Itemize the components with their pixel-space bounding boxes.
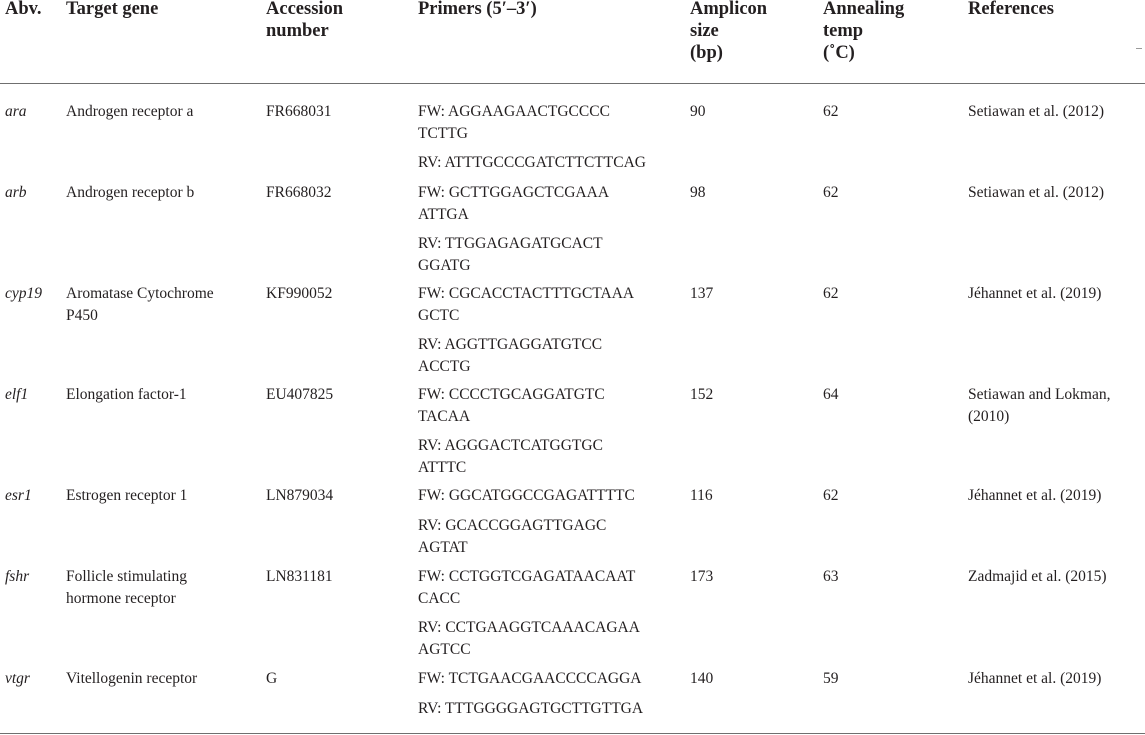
row-target-gene bbox=[66, 283, 214, 327]
row-primer-reverse bbox=[418, 515, 606, 559]
primer-line: AGTCC bbox=[418, 641, 471, 658]
header-accession-line2: number bbox=[266, 21, 329, 41]
primer-line: FW: CCTGGTCGAGATAACAAT bbox=[418, 568, 636, 585]
row-abv: arb bbox=[5, 184, 27, 201]
row-target-gene-line: Elongation factor-1 bbox=[66, 386, 187, 403]
row-annealing-temp: 62 bbox=[823, 103, 839, 120]
row-target-gene-line: Androgen receptor a bbox=[66, 103, 194, 120]
row-reference-line: Jéhannet et al. (2019) bbox=[968, 285, 1102, 302]
row-reference-line: Zadmajid et al. (2015) bbox=[968, 568, 1107, 585]
row-reference-line: (2010) bbox=[968, 408, 1010, 425]
row-reference-line: Jéhannet et al. (2019) bbox=[968, 670, 1102, 687]
row-amplicon-size: 152 bbox=[690, 386, 714, 403]
row-target-gene bbox=[66, 566, 187, 610]
row-primer-reverse bbox=[418, 698, 643, 720]
primer-line: RV: AGGTTGAGGATGTCC bbox=[418, 336, 603, 353]
primer-line: RV: GCACCGGAGTTGAGC bbox=[418, 517, 607, 534]
row-amplicon-size: 137 bbox=[690, 285, 714, 302]
row-reference bbox=[968, 182, 1104, 204]
header-amplicon-line3: (bp) bbox=[690, 43, 723, 63]
row-abv: esr1 bbox=[5, 487, 32, 504]
primer-line: TACAA bbox=[418, 408, 471, 425]
header-accession bbox=[266, 0, 343, 42]
header-accession-line1: Accession bbox=[266, 0, 344, 19]
row-reference-line: Setiawan and Lokman, bbox=[968, 386, 1111, 403]
header-annealing-line3: (˚C) bbox=[823, 43, 855, 63]
header-rule bbox=[0, 83, 1145, 84]
row-primer-reverse bbox=[418, 617, 640, 661]
row-target-gene-line: Androgen receptor b bbox=[66, 184, 195, 201]
header-abv: Abv. bbox=[5, 0, 42, 19]
primer-line: FW: GGCATGGCCGAGATTTTC bbox=[418, 487, 635, 504]
primer-line: RV: AGGGACTCATGGTGC bbox=[418, 437, 603, 454]
row-reference bbox=[968, 384, 1110, 428]
row-abv: fshr bbox=[5, 568, 30, 585]
row-accession: FR668031 bbox=[266, 103, 332, 120]
row-amplicon-size: 90 bbox=[690, 103, 706, 120]
row-annealing-temp: 63 bbox=[823, 568, 839, 585]
row-amplicon-size: 116 bbox=[690, 487, 713, 504]
primer-line: FW: AGGAAGAACTGCCCC bbox=[418, 103, 610, 120]
row-abv: elf1 bbox=[5, 386, 29, 403]
row-primer-reverse bbox=[418, 334, 602, 378]
row-accession: G bbox=[266, 670, 278, 687]
row-target-gene-line: hormone receptor bbox=[66, 590, 176, 607]
row-primer-forward bbox=[418, 668, 641, 690]
row-accession: KF990052 bbox=[266, 285, 333, 302]
primer-line: RV: TTTGGGGAGTGCTTGTTGA bbox=[418, 700, 644, 717]
row-primer-forward bbox=[418, 384, 605, 428]
row-reference-line: Setiawan et al. (2012) bbox=[968, 103, 1105, 120]
row-target-gene-line: Estrogen receptor 1 bbox=[66, 487, 188, 504]
row-annealing-temp: 62 bbox=[823, 487, 839, 504]
header-amplicon bbox=[690, 0, 767, 64]
row-primer-reverse bbox=[418, 435, 603, 479]
row-annealing-temp: 59 bbox=[823, 670, 839, 687]
row-target-gene bbox=[66, 485, 187, 507]
primer-line: TCTTG bbox=[418, 125, 468, 142]
row-reference bbox=[968, 101, 1104, 123]
table-header bbox=[0, 0, 1145, 84]
primer-line: RV: ATTTGCCCGATCTTCTTCAG bbox=[418, 154, 646, 171]
primer-line: ATTGA bbox=[418, 206, 469, 223]
row-accession: LN831181 bbox=[266, 568, 333, 585]
row-reference bbox=[968, 485, 1101, 507]
row-reference bbox=[968, 668, 1101, 690]
row-amplicon-size: 173 bbox=[690, 568, 714, 585]
row-primer-forward bbox=[418, 182, 609, 226]
row-primer-forward bbox=[418, 101, 610, 145]
header-annealing-line1: Annealing bbox=[823, 0, 905, 19]
primer-line: CACC bbox=[418, 590, 461, 607]
row-reference-line: Setiawan et al. (2012) bbox=[968, 184, 1105, 201]
row-primer-forward bbox=[418, 485, 635, 507]
row-primer-forward bbox=[418, 566, 635, 610]
primer-line: AGTAT bbox=[418, 539, 468, 556]
row-reference bbox=[968, 283, 1101, 305]
primer-line: RV: CCTGAAGGTCAAACAGAA bbox=[418, 619, 640, 636]
row-target-gene-line: P450 bbox=[66, 307, 98, 324]
header-references: References bbox=[968, 0, 1054, 19]
primer-line: FW: CGCACCTACTTTGCTAAA bbox=[418, 285, 635, 302]
header-amplicon-line2: size bbox=[690, 21, 719, 41]
header-annealing-line2: temp bbox=[823, 21, 864, 41]
row-target-gene-line: Aromatase Cytochrome bbox=[66, 285, 214, 302]
header-annealing bbox=[823, 0, 904, 64]
row-primer-forward bbox=[418, 283, 634, 327]
row-amplicon-size: 140 bbox=[690, 670, 714, 687]
primer-line: ATTTC bbox=[418, 459, 467, 476]
row-abv: ara bbox=[5, 103, 27, 120]
row-target-gene bbox=[66, 668, 197, 690]
row-primer-reverse bbox=[418, 152, 646, 174]
primer-line: GCTC bbox=[418, 307, 460, 324]
primer-line: RV: TTGGAGAGATGCACT bbox=[418, 235, 603, 252]
primer-line: GGATG bbox=[418, 257, 471, 274]
header-target-gene: Target gene bbox=[66, 0, 159, 19]
primer-line: FW: TCTGAACGAACCCCAGGA bbox=[418, 670, 642, 687]
row-reference-line: Jéhannet et al. (2019) bbox=[968, 487, 1102, 504]
bottom-rule bbox=[0, 733, 1145, 734]
header-dash-mark bbox=[1136, 48, 1142, 49]
row-annealing-temp: 62 bbox=[823, 285, 839, 302]
primer-line: FW: GCTTGGAGCTCGAAA bbox=[418, 184, 610, 201]
row-reference bbox=[968, 566, 1107, 588]
row-primer-reverse bbox=[418, 233, 603, 277]
header-primers: Primers (5′–3′) bbox=[418, 0, 537, 19]
row-target-gene-line: Follicle stimulating bbox=[66, 568, 187, 585]
row-annealing-temp: 64 bbox=[823, 386, 839, 403]
primer-line: ACCTG bbox=[418, 358, 471, 375]
row-target-gene bbox=[66, 384, 187, 406]
row-abv: vtgr bbox=[5, 670, 30, 687]
row-annealing-temp: 62 bbox=[823, 184, 839, 201]
primer-line: FW: CCCCTGCAGGATGTC bbox=[418, 386, 605, 403]
row-accession: LN879034 bbox=[266, 487, 334, 504]
row-amplicon-size: 98 bbox=[690, 184, 706, 201]
row-accession: EU407825 bbox=[266, 386, 334, 403]
row-abv: cyp19 bbox=[5, 285, 43, 302]
row-accession: FR668032 bbox=[266, 184, 332, 201]
header-amplicon-line1: Amplicon bbox=[690, 0, 768, 19]
row-target-gene bbox=[66, 101, 193, 123]
row-target-gene-line: Vitellogenin receptor bbox=[66, 670, 198, 687]
row-target-gene bbox=[66, 182, 194, 204]
